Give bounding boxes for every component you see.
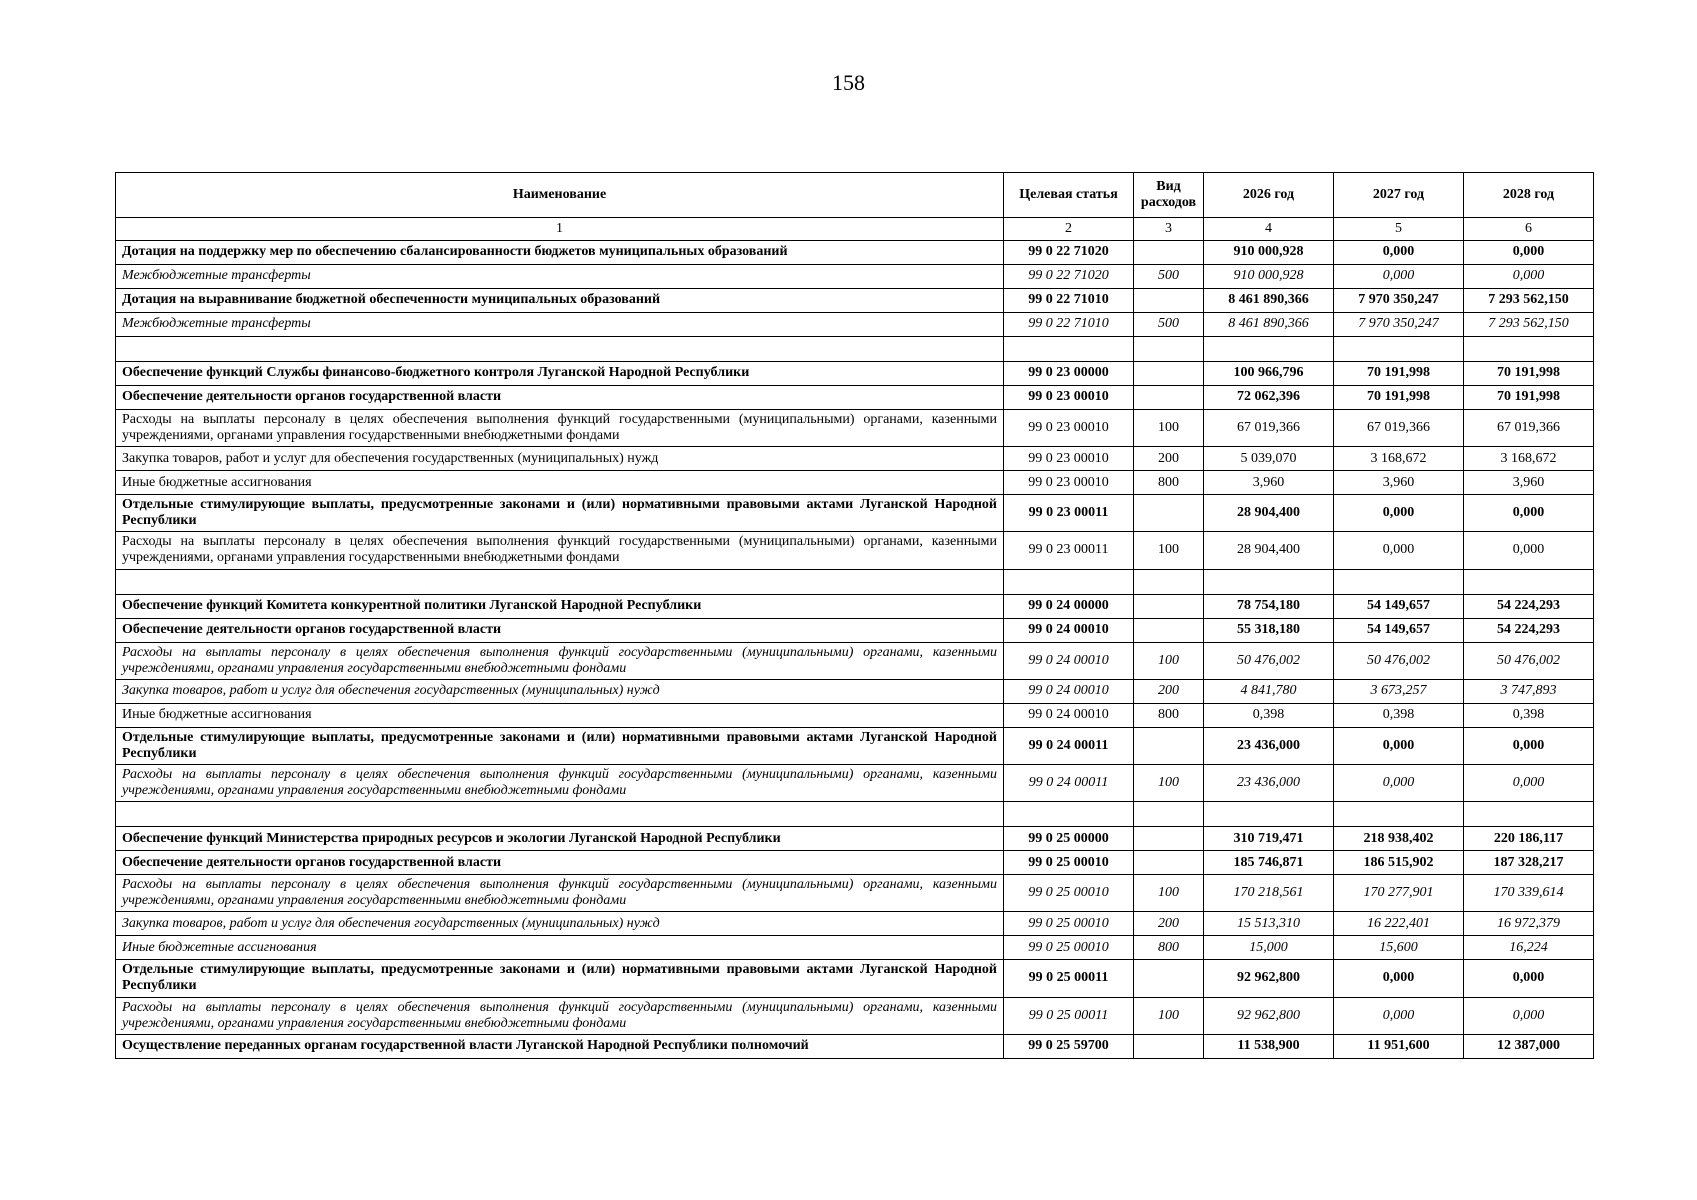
- row-expense-type: 800: [1134, 471, 1204, 495]
- row-value-2028: 3 747,893: [1464, 679, 1594, 703]
- row-name: Отдельные стимулирующие выплаты, предусмотренные законами и (или) нормативными правовыми актами Луганской Народной Республики: [116, 727, 1004, 764]
- row-value-2027: 0,000: [1334, 495, 1464, 532]
- row-name: Межбюджетные трансферты: [116, 313, 1004, 337]
- row-target-article: 99 0 22 71020: [1004, 241, 1134, 265]
- row-value-2027: 0,000: [1334, 764, 1464, 801]
- row-expense-type: 800: [1134, 936, 1204, 960]
- row-expense-type: [1134, 851, 1204, 875]
- column-number: 6: [1464, 218, 1594, 241]
- row-expense-type: [1134, 386, 1204, 410]
- row-value-2028: [1464, 802, 1594, 827]
- row-name: Обеспечение функций Комитета конкурентной политики Луганской Народной Республики: [116, 594, 1004, 618]
- row-value-2028: 54 224,293: [1464, 618, 1594, 642]
- row-name: Расходы на выплаты персоналу в целях обеспечения выполнения функций государственными (муниципальными) органами, казенными учреждениями, органами управления государственными внебюджетными фондами: [116, 642, 1004, 679]
- row-expense-type: [1134, 337, 1204, 362]
- row-value-2028: 3 168,672: [1464, 447, 1594, 471]
- row-name: Закупка товаров, работ и услуг для обеспечения государственных (муниципальных) нужд: [116, 912, 1004, 936]
- row-value-2028: 0,000: [1464, 532, 1594, 569]
- row-expense-type: [1134, 569, 1204, 594]
- table-row: [116, 997, 1594, 1034]
- row-target-article: 99 0 23 00011: [1004, 532, 1134, 569]
- row-target-article: 99 0 25 59700: [1004, 1034, 1134, 1058]
- row-value-2026: 3,960: [1204, 471, 1334, 495]
- row-value-2028: 220 186,117: [1464, 827, 1594, 851]
- row-target-article: 99 0 25 00010: [1004, 875, 1134, 912]
- row-value-2028: 7 293 562,150: [1464, 313, 1594, 337]
- row-value-2027: 3,960: [1334, 471, 1464, 495]
- row-name: Обеспечение деятельности органов государственной власти: [116, 386, 1004, 410]
- table-row: [116, 679, 1594, 703]
- row-expense-type: [1134, 495, 1204, 532]
- row-value-2026: 310 719,471: [1204, 827, 1334, 851]
- row-name: Закупка товаров, работ и услуг для обеспечения государственных (муниципальных) нужд: [116, 447, 1004, 471]
- row-value-2026: 55 318,180: [1204, 618, 1334, 642]
- row-value-2026: 78 754,180: [1204, 594, 1334, 618]
- table-row: [116, 386, 1594, 410]
- table-row: [116, 703, 1594, 727]
- row-value-2027: 0,000: [1334, 727, 1464, 764]
- table-row: [116, 727, 1594, 764]
- row-name: Иные бюджетные ассигнования: [116, 703, 1004, 727]
- row-target-article: 99 0 25 00011: [1004, 997, 1134, 1034]
- row-value-2027: 170 277,901: [1334, 875, 1464, 912]
- budget-table: [115, 172, 1594, 1059]
- row-value-2028: 16,224: [1464, 936, 1594, 960]
- row-value-2027: 186 515,902: [1334, 851, 1464, 875]
- row-target-article: 99 0 25 00010: [1004, 912, 1134, 936]
- row-expense-type: 100: [1134, 875, 1204, 912]
- row-value-2027: [1334, 337, 1464, 362]
- row-value-2027: 0,000: [1334, 997, 1464, 1034]
- row-expense-type: [1134, 241, 1204, 265]
- row-name: Дотация на поддержку мер по обеспечению сбалансированности бюджетов муниципальных образований: [116, 241, 1004, 265]
- row-value-2026: 28 904,400: [1204, 495, 1334, 532]
- row-name: Обеспечение деятельности органов государственной власти: [116, 851, 1004, 875]
- row-expense-type: [1134, 1034, 1204, 1058]
- row-expense-type: [1134, 827, 1204, 851]
- row-value-2028: 16 972,379: [1464, 912, 1594, 936]
- row-target-article: 99 0 25 00010: [1004, 936, 1134, 960]
- row-value-2027: 0,000: [1334, 265, 1464, 289]
- row-value-2028: 0,000: [1464, 495, 1594, 532]
- row-target-article: 99 0 22 71010: [1004, 313, 1134, 337]
- row-value-2026: 23 436,000: [1204, 727, 1334, 764]
- row-value-2028: 187 328,217: [1464, 851, 1594, 875]
- row-expense-type: [1134, 960, 1204, 997]
- table-row: [116, 532, 1594, 569]
- row-expense-type: [1134, 618, 1204, 642]
- row-value-2027: 218 938,402: [1334, 827, 1464, 851]
- row-target-article: [1004, 337, 1134, 362]
- row-value-2028: 50 476,002: [1464, 642, 1594, 679]
- row-name: Обеспечение функций Министерства природных ресурсов и экологии Луганской Народной Республики: [116, 827, 1004, 851]
- table-row: [116, 875, 1594, 912]
- row-value-2027: [1334, 569, 1464, 594]
- row-target-article: 99 0 24 00010: [1004, 679, 1134, 703]
- row-value-2026: 910 000,928: [1204, 265, 1334, 289]
- row-value-2027: 7 970 350,247: [1334, 313, 1464, 337]
- row-value-2026: 15,000: [1204, 936, 1334, 960]
- table-row: [116, 960, 1594, 997]
- row-value-2026: 15 513,310: [1204, 912, 1334, 936]
- table-row: [116, 764, 1594, 801]
- row-expense-type: 500: [1134, 313, 1204, 337]
- table-row: [116, 289, 1594, 313]
- row-name: [116, 802, 1004, 827]
- row-expense-type: 100: [1134, 997, 1204, 1034]
- table-row: [116, 447, 1594, 471]
- row-expense-type: [1134, 727, 1204, 764]
- row-name: Закупка товаров, работ и услуг для обеспечения государственных (муниципальных) нужд: [116, 679, 1004, 703]
- header-2028: 2028 год: [1464, 173, 1594, 218]
- table-row: [116, 618, 1594, 642]
- header-2027: 2027 год: [1334, 173, 1464, 218]
- row-value-2028: [1464, 337, 1594, 362]
- table-row: [116, 265, 1594, 289]
- row-target-article: 99 0 24 00010: [1004, 703, 1134, 727]
- row-value-2027: 3 168,672: [1334, 447, 1464, 471]
- row-value-2027: 15,600: [1334, 936, 1464, 960]
- row-value-2028: [1464, 569, 1594, 594]
- table-row: [116, 1034, 1594, 1058]
- row-expense-type: [1134, 362, 1204, 386]
- row-expense-type: 100: [1134, 764, 1204, 801]
- row-target-article: 99 0 25 00011: [1004, 960, 1134, 997]
- row-value-2027: 0,000: [1334, 960, 1464, 997]
- row-name: Обеспечение функций Службы финансово-бюджетного контроля Луганской Народной Республики: [116, 362, 1004, 386]
- row-value-2026: 11 538,900: [1204, 1034, 1334, 1058]
- row-value-2027: 11 951,600: [1334, 1034, 1464, 1058]
- table-row: [116, 912, 1594, 936]
- row-value-2026: 170 218,561: [1204, 875, 1334, 912]
- row-target-article: 99 0 23 00000: [1004, 362, 1134, 386]
- row-name: Осуществление переданных органам государственной власти Луганской Народной Республики полномочий: [116, 1034, 1004, 1058]
- row-name: Расходы на выплаты персоналу в целях обеспечения выполнения функций государственными (муниципальными) органами, казенными учреждениями, органами управления государственными внебюджетными фондами: [116, 764, 1004, 801]
- row-value-2026: 92 962,800: [1204, 997, 1334, 1034]
- header-name: Наименование: [116, 173, 1004, 218]
- row-name: Межбюджетные трансферты: [116, 265, 1004, 289]
- table-row: [116, 495, 1594, 532]
- row-value-2027: 0,398: [1334, 703, 1464, 727]
- row-value-2027: [1334, 802, 1464, 827]
- row-value-2026: [1204, 802, 1334, 827]
- table-spacer-row: [116, 802, 1594, 827]
- row-target-article: 99 0 24 00011: [1004, 764, 1134, 801]
- row-value-2028: 0,398: [1464, 703, 1594, 727]
- column-number: 4: [1204, 218, 1334, 241]
- row-target-article: 99 0 23 00010: [1004, 410, 1134, 447]
- row-value-2028: 67 019,366: [1464, 410, 1594, 447]
- row-value-2027: 50 476,002: [1334, 642, 1464, 679]
- row-value-2026: 5 039,070: [1204, 447, 1334, 471]
- row-value-2026: 72 062,396: [1204, 386, 1334, 410]
- row-value-2028: 70 191,998: [1464, 362, 1594, 386]
- row-value-2026: [1204, 337, 1334, 362]
- row-name: Расходы на выплаты персоналу в целях обеспечения выполнения функций государственными (муниципальными) органами, казенными учреждениями, органами управления государственными внебюджетными фондами: [116, 875, 1004, 912]
- column-number: 2: [1004, 218, 1134, 241]
- row-value-2026: 0,398: [1204, 703, 1334, 727]
- column-number: 3: [1134, 218, 1204, 241]
- row-name: Расходы на выплаты персоналу в целях обеспечения выполнения функций государственными (муниципальными) органами, казенными учреждениями, органами управления государственными внебюджетными фондами: [116, 410, 1004, 447]
- row-target-article: 99 0 23 00010: [1004, 386, 1134, 410]
- page-number: 158: [832, 70, 865, 95]
- row-value-2027: 7 970 350,247: [1334, 289, 1464, 313]
- table-row: [116, 410, 1594, 447]
- row-name: Иные бюджетные ассигнования: [116, 936, 1004, 960]
- table-row: [116, 827, 1594, 851]
- table-spacer-row: [116, 569, 1594, 594]
- row-name: Обеспечение деятельности органов государственной власти: [116, 618, 1004, 642]
- row-value-2027: 54 149,657: [1334, 618, 1464, 642]
- row-name: Отдельные стимулирующие выплаты, предусмотренные законами и (или) нормативными правовыми актами Луганской Народной Республики: [116, 495, 1004, 532]
- table-row: [116, 471, 1594, 495]
- row-name: [116, 337, 1004, 362]
- table-body: [116, 241, 1594, 1059]
- row-expense-type: 100: [1134, 410, 1204, 447]
- row-value-2026: 8 461 890,366: [1204, 289, 1334, 313]
- row-value-2028: 0,000: [1464, 997, 1594, 1034]
- row-target-article: 99 0 24 00011: [1004, 727, 1134, 764]
- row-value-2026: 100 966,796: [1204, 362, 1334, 386]
- row-value-2026: 50 476,002: [1204, 642, 1334, 679]
- row-target-article: 99 0 24 00010: [1004, 642, 1134, 679]
- row-expense-type: 100: [1134, 642, 1204, 679]
- table-header-row: [116, 173, 1594, 218]
- row-value-2026: 910 000,928: [1204, 241, 1334, 265]
- row-value-2028: 0,000: [1464, 764, 1594, 801]
- row-value-2028: 170 339,614: [1464, 875, 1594, 912]
- row-value-2028: 70 191,998: [1464, 386, 1594, 410]
- row-expense-type: 200: [1134, 912, 1204, 936]
- row-name: Расходы на выплаты персоналу в целях обеспечения выполнения функций государственными (муниципальными) органами, казенными учреждениями, органами управления государственными внебюджетными фондами: [116, 997, 1004, 1034]
- row-value-2027: 3 673,257: [1334, 679, 1464, 703]
- row-value-2026: 28 904,400: [1204, 532, 1334, 569]
- header-target-article: Целевая статья: [1004, 173, 1134, 218]
- row-name: Иные бюджетные ассигнования: [116, 471, 1004, 495]
- row-target-article: 99 0 24 00010: [1004, 618, 1134, 642]
- row-value-2027: 70 191,998: [1334, 386, 1464, 410]
- row-value-2027: 54 149,657: [1334, 594, 1464, 618]
- table-spacer-row: [116, 337, 1594, 362]
- header-expense-type: Вид расходов: [1134, 173, 1204, 218]
- row-value-2027: 16 222,401: [1334, 912, 1464, 936]
- table-row: [116, 851, 1594, 875]
- row-value-2026: 4 841,780: [1204, 679, 1334, 703]
- row-target-article: 99 0 22 71020: [1004, 265, 1134, 289]
- row-expense-type: 800: [1134, 703, 1204, 727]
- table-row: [116, 642, 1594, 679]
- column-number: 1: [116, 218, 1004, 241]
- row-value-2027: 0,000: [1334, 241, 1464, 265]
- row-value-2028: 7 293 562,150: [1464, 289, 1594, 313]
- row-value-2028: 3,960: [1464, 471, 1594, 495]
- row-target-article: 99 0 25 00000: [1004, 827, 1134, 851]
- row-name: Отдельные стимулирующие выплаты, предусмотренные законами и (или) нормативными правовыми актами Луганской Народной Республики: [116, 960, 1004, 997]
- row-target-article: 99 0 23 00010: [1004, 447, 1134, 471]
- row-expense-type: 100: [1134, 532, 1204, 569]
- row-target-article: 99 0 25 00010: [1004, 851, 1134, 875]
- table-row: [116, 362, 1594, 386]
- row-value-2028: 54 224,293: [1464, 594, 1594, 618]
- row-expense-type: 200: [1134, 447, 1204, 471]
- row-value-2028: 0,000: [1464, 727, 1594, 764]
- row-value-2028: 0,000: [1464, 241, 1594, 265]
- table-row: [116, 241, 1594, 265]
- row-value-2027: 70 191,998: [1334, 362, 1464, 386]
- row-target-article: 99 0 23 00010: [1004, 471, 1134, 495]
- table-row: [116, 936, 1594, 960]
- row-name: Расходы на выплаты персоналу в целях обеспечения выполнения функций государственными (муниципальными) органами, казенными учреждениями, органами управления государственными внебюджетными фондами: [116, 532, 1004, 569]
- row-value-2026: [1204, 569, 1334, 594]
- row-value-2026: 23 436,000: [1204, 764, 1334, 801]
- row-value-2026: 92 962,800: [1204, 960, 1334, 997]
- row-value-2027: 0,000: [1334, 532, 1464, 569]
- row-value-2028: 0,000: [1464, 265, 1594, 289]
- row-target-article: [1004, 802, 1134, 827]
- header-2026: 2026 год: [1204, 173, 1334, 218]
- row-target-article: 99 0 22 71010: [1004, 289, 1134, 313]
- row-expense-type: 500: [1134, 265, 1204, 289]
- row-expense-type: [1134, 289, 1204, 313]
- row-target-article: 99 0 24 00000: [1004, 594, 1134, 618]
- row-target-article: [1004, 569, 1134, 594]
- row-value-2026: 185 746,871: [1204, 851, 1334, 875]
- table-row: [116, 313, 1594, 337]
- row-value-2026: 8 461 890,366: [1204, 313, 1334, 337]
- row-value-2026: 67 019,366: [1204, 410, 1334, 447]
- row-expense-type: 200: [1134, 679, 1204, 703]
- row-name: Дотация на выравнивание бюджетной обеспеченности муниципальных образований: [116, 289, 1004, 313]
- column-number: 5: [1334, 218, 1464, 241]
- table-row: [116, 594, 1594, 618]
- row-name: [116, 569, 1004, 594]
- row-expense-type: [1134, 594, 1204, 618]
- row-value-2027: 67 019,366: [1334, 410, 1464, 447]
- row-value-2028: 12 387,000: [1464, 1034, 1594, 1058]
- row-target-article: 99 0 23 00011: [1004, 495, 1134, 532]
- column-number-row: [116, 218, 1594, 241]
- row-value-2028: 0,000: [1464, 960, 1594, 997]
- row-expense-type: [1134, 802, 1204, 827]
